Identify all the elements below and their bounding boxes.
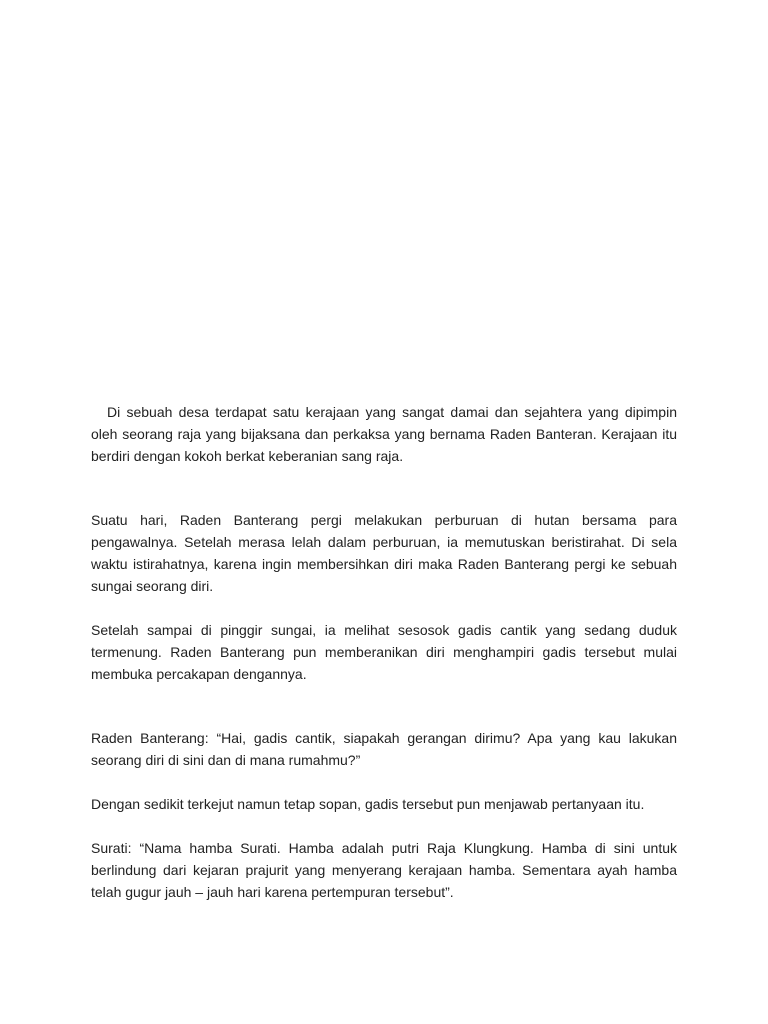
paragraph-dialogue-surati: Surati: “Nama hamba Surati. Hamba adalah putri Raja Klungkung. Hamba di sini untuk berlindung dari kejaran prajurit yang menyerang kerajaan hamba. Sementara ayah hamba telah gugur jauh – jauh hari karena pertempuran tersebut”. — [91, 840, 677, 900]
paragraph-narration: Dengan sedikit terkejut namun tetap sopan, gadis tersebut pun menjawab pertanyaan itu. — [91, 796, 645, 812]
paragraph-intro: Di sebuah desa terdapat satu kerajaan yang sangat damai dan sejahtera yang dipimpin oleh seorang raja yang bijaksana dan perkaksa yang bernama Raden Banteran. Kerajaan itu berdiri dengan kokoh berkat keberanian sang raja. — [91, 404, 677, 464]
paragraph-river: Setelah sampai di pinggir sungai, ia melihat sesosok gadis cantik yang sedang duduk termenung. Raden Banterang pun memberanikan diri menghampiri gadis tersebut mulai membuka percakapan dengannya. — [91, 622, 677, 682]
paragraph-hunting: Suatu hari, Raden Banterang pergi melakukan perburuan di hutan bersama para pengawalnya. Setelah merasa lelah dalam perburuan, ia memutuskan beristirahat. Di sela waktu istirahatnya, karena ingin membersihkan diri maka Raden Banterang pergi ke sebuah sungai seorang diri. — [91, 512, 677, 594]
story-text — [91, 401, 677, 903]
paragraph-dialogue-raden: Raden Banterang: “Hai, gadis cantik, siapakah gerangan dirimu? Apa yang kau lakukan seorang diri di sini dan di mana rumahmu?” — [91, 730, 677, 768]
